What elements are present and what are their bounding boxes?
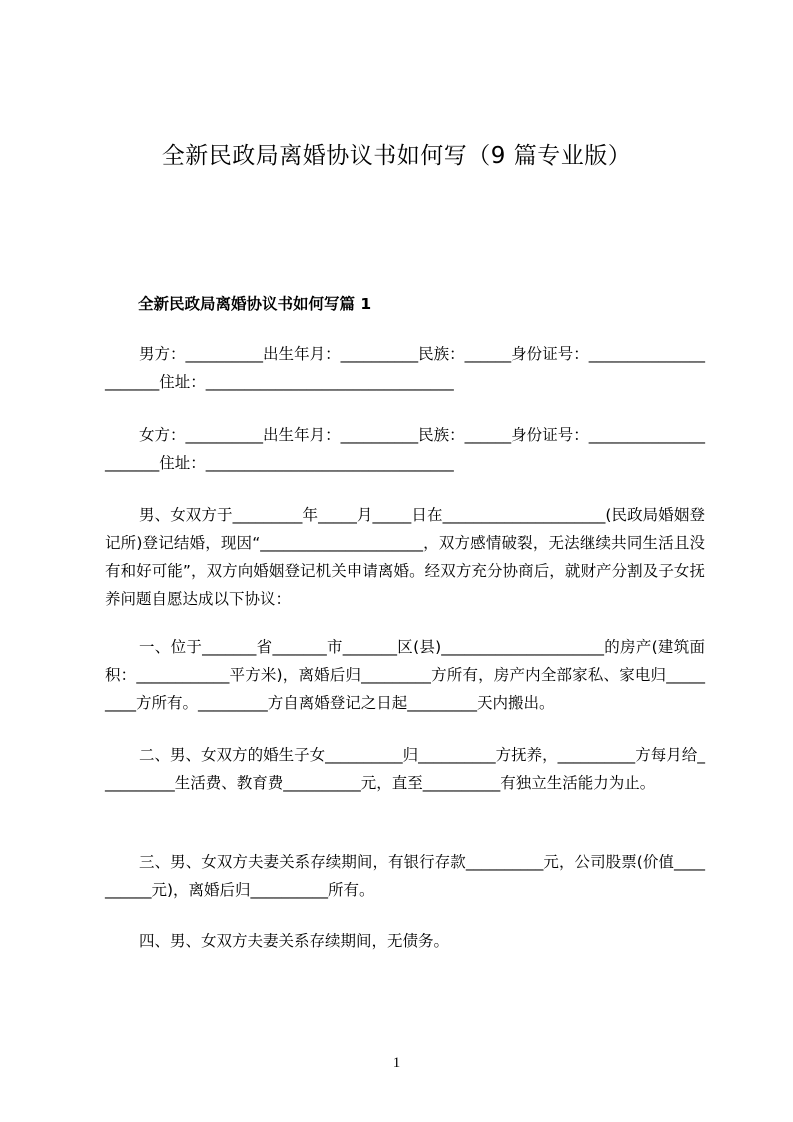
page-number: 1 xyxy=(392,1055,401,1071)
paragraph-female-info: 女方：__________出生年月：__________民族：______身份证号：______________________住址：________________________________ xyxy=(105,426,705,472)
paragraph-clause-children: 二、男、女双方的婚生子女__________归__________方抚养，__________方每月给__________生活费、教育费__________元，直至__________有独立生活能力为止。 xyxy=(105,746,705,792)
paragraph-male-info: 男方：__________出生年月：__________民族：______身份证号：______________________住址：________________________________ xyxy=(105,345,705,391)
paragraph-marriage-statement: 男、女双方于_________年_____月_____日在_____________________(民政局婚姻登记所)登记结婚，现因“_____________________，双方感情破裂，无法继续共同生活且没有和好可能”，双方向婚姻登记机关申请离婚。经双方充分协商后，就财产分割及子女抚养问题自愿达成以下协议： xyxy=(105,506,705,608)
document-title: 全新民政局离婚协议书如何写（9 篇专业版） xyxy=(161,143,632,169)
paragraph-clause-savings: 三、男、女双方夫妻关系存续期间，有银行存款__________元，公司股票(价值__________元)，离婚后归__________所有。 xyxy=(105,853,705,899)
section-heading: 全新民政局离婚协议书如何写篇 1 xyxy=(138,295,372,313)
paragraph-clause-debts: 四、男、女双方夫妻关系存续期间，无债务。 xyxy=(139,932,450,950)
paragraph-clause-property: 一、位于_______省_______市_______区(县)_____________________的房产(建筑面积：____________平方米)，离婚后归_________方所有，房产内全部家私、家电归_________方所有。_________方自离婚登记之日起_________天内搬出。 xyxy=(105,638,705,712)
